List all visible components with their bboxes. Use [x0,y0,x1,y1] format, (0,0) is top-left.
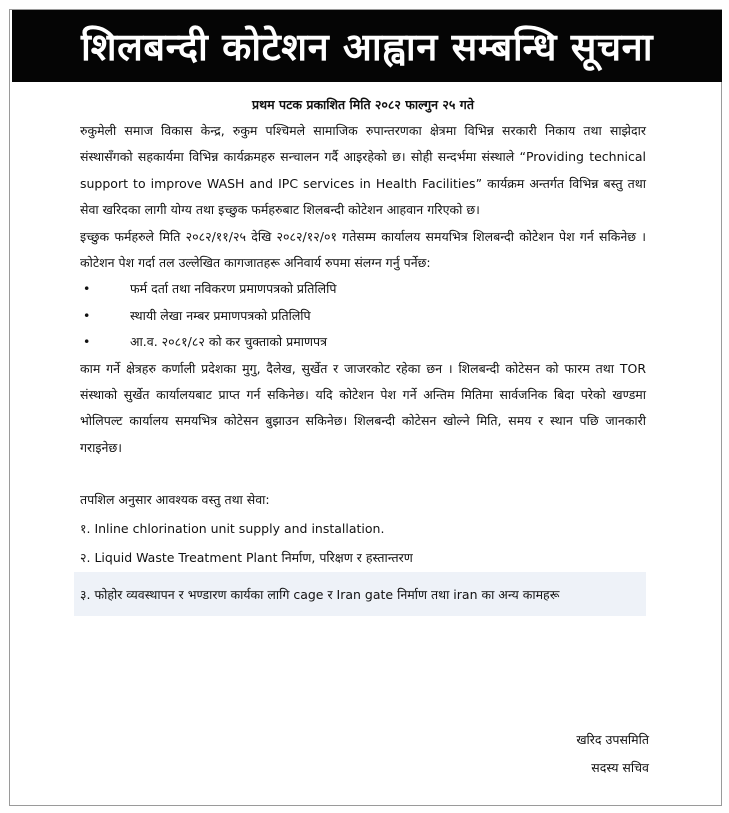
notice-body [80,92,646,616]
list-item: २. Liquid Waste Treatment Plant निर्माण, परिक्षण र हस्तान्तरण [80,549,413,565]
signature-block [576,726,649,782]
list-item [80,329,646,355]
required-documents-list [80,276,646,355]
document-label: आ.व. २०८१/८२ को कर चुक्ताको प्रमाणपत्र [130,334,328,350]
signature-committee: खरिद उपसमिति [576,732,649,747]
list-item [80,276,646,302]
required-items-list [80,514,646,572]
items-heading: तपशिल अनुसार आवश्यक वस्तु तथा सेवा: [80,492,270,508]
list-item: १. Inline chlorination unit supply and installation. [80,520,385,536]
list-item [80,303,646,329]
bullet-icon: • [83,281,91,297]
notice-title-text: शिलबन्दी कोटेशन आह्वान सम्बन्धि सूचना [80,25,654,69]
intro-paragraph: रुकुमेली समाज विकास केन्द्र, रुकुम पश्चिमले सामाजिक रुपान्तरणका क्षेत्रमा विभिन्न सरकारी निकाय तथा साझेदार संस्थासँगको सहकार्यमा विभिन्न कार्यक्रमहरु सन्चालन गर्दै आइरहेको छ। सोही सन्दर्भमा संस्थाले “Providing technical support to improve WASH and IPC services in Health Facilities” कार्यक्रम अन्तर्गत विभिन्न बस्तु तथा सेवा खरिदका लागी योग्य तथा इच्छुक फर्महरुबाट शिलबन्दी कोटेशन आहवान गरिएको छ। [80,123,646,218]
work-area-paragraph: काम गर्ने क्षेत्रहरु कर्णाली प्रदेशका मुगु, दैलेख, सुर्खेत र जाजरकोट रहेका छन । शिलबन्दी कोटेसन को फारम तथा TOR संस्थाको सुर्खेत कार्यालयबाट प्राप्त गर्न सकिनेछ। यदि कोटेशन पेश गर्ने अन्तिम मितिमा सार्वजनिक बिदा परेको खण्डमा भोलिपल्ट कार्यालय समयभित्र कोटेसन बुझाउन सकिनेछ। शिलबन्दी कोटेसन खोल्ने मिति, समय र स्थान पछि जानकारी गराइनेछ। [80,360,646,455]
bullet-icon: • [83,307,91,323]
submission-paragraph: इच्छुक फर्महरुले मिति २०८२/११/२५ देखि २०८२/१२/०१ गतेसम्म कार्यालय समयभित्र शिलबन्दी कोटेशन पेश गर्न सकिनेछ । कोटेशन पेश गर्दा तल उल्लेखित कागजातहरू अनिवार्य रुपमा संलग्न गर्नु पर्नेछ: [80,228,646,271]
notice-title [12,10,722,82]
highlighted-item: ३. फोहोर व्यवस्थापन र भण्डारण कार्यका लागि cage र Iran gate निर्माण तथा iran का अन्य कामहरू [74,572,646,616]
signature-role: सदस्य सचिव [591,760,649,775]
spacer [80,461,646,487]
bullet-icon: • [83,334,91,350]
published-date: प्रथम पटक प्रकाशित मिति २०८२ फाल्गुन २५ गते [252,97,474,112]
document-label: फर्म दर्ता तथा नविकरण प्रमाणपत्रको प्रतिलिपि [130,281,337,297]
document-label: स्थायी लेखा नम्बर प्रमाणपत्रको प्रतिलिपि [130,307,311,323]
